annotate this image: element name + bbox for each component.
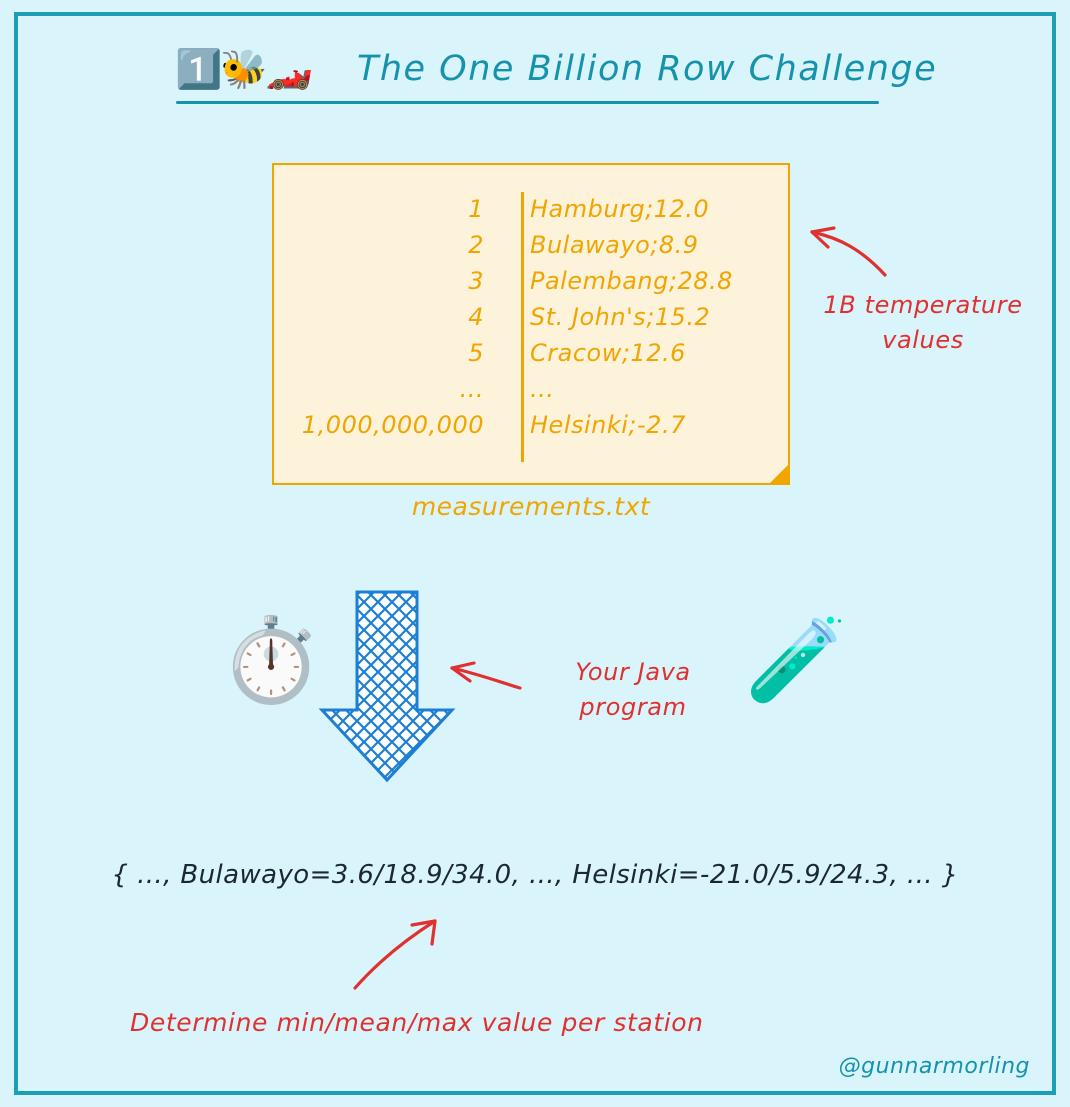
table-row <box>272 195 790 231</box>
table-row <box>272 411 790 447</box>
title-emoji-icons: 1️⃣🐝🏎️ <box>175 47 311 91</box>
annotation-billion-values: 1B temperature values <box>823 291 1023 354</box>
row-value: Palembang;28.8 <box>530 267 733 295</box>
table-row <box>272 231 790 267</box>
row-number: 5 <box>468 339 484 367</box>
file-row-list <box>272 195 790 460</box>
stopwatch-icon: ⏱️ <box>220 613 323 708</box>
table-row <box>272 339 790 375</box>
row-value: Cracow;12.6 <box>530 339 686 367</box>
annotation-determine-minmeanmax: Determine min/mean/max value per station <box>130 1008 704 1037</box>
table-row <box>272 303 790 339</box>
page-title-text: The One Billion Row Challenge <box>356 49 938 89</box>
author-handle: @gunnarmorling <box>838 1054 1030 1079</box>
test-tube-icon: 🧪 <box>745 613 848 708</box>
row-number: 4 <box>468 303 484 331</box>
result-output-line: { ..., Bulawayo=3.6/18.9/34.0, ..., Helsinki=-21.0/5.9/24.3, ... } <box>111 860 959 890</box>
page-title <box>175 38 938 100</box>
row-value: Hamburg;12.0 <box>530 195 710 223</box>
row-number: 3 <box>468 267 484 295</box>
title-underline <box>176 101 879 104</box>
row-value: Bulawayo;8.9 <box>530 231 699 259</box>
file-name-caption: measurements.txt <box>411 492 651 521</box>
row-number: 1,000,000,000 <box>301 411 484 439</box>
table-row <box>272 267 790 303</box>
row-number: ... <box>459 375 484 403</box>
row-value: St. John's;15.2 <box>530 303 711 331</box>
page-fold-corner <box>768 463 790 485</box>
row-value: Helsinki;-2.7 <box>530 411 686 439</box>
annotation-java-program: Your Java program <box>575 658 691 721</box>
row-number: 2 <box>468 231 484 259</box>
table-row <box>272 375 790 411</box>
row-value: ... <box>530 375 555 403</box>
row-number: 1 <box>468 195 484 223</box>
